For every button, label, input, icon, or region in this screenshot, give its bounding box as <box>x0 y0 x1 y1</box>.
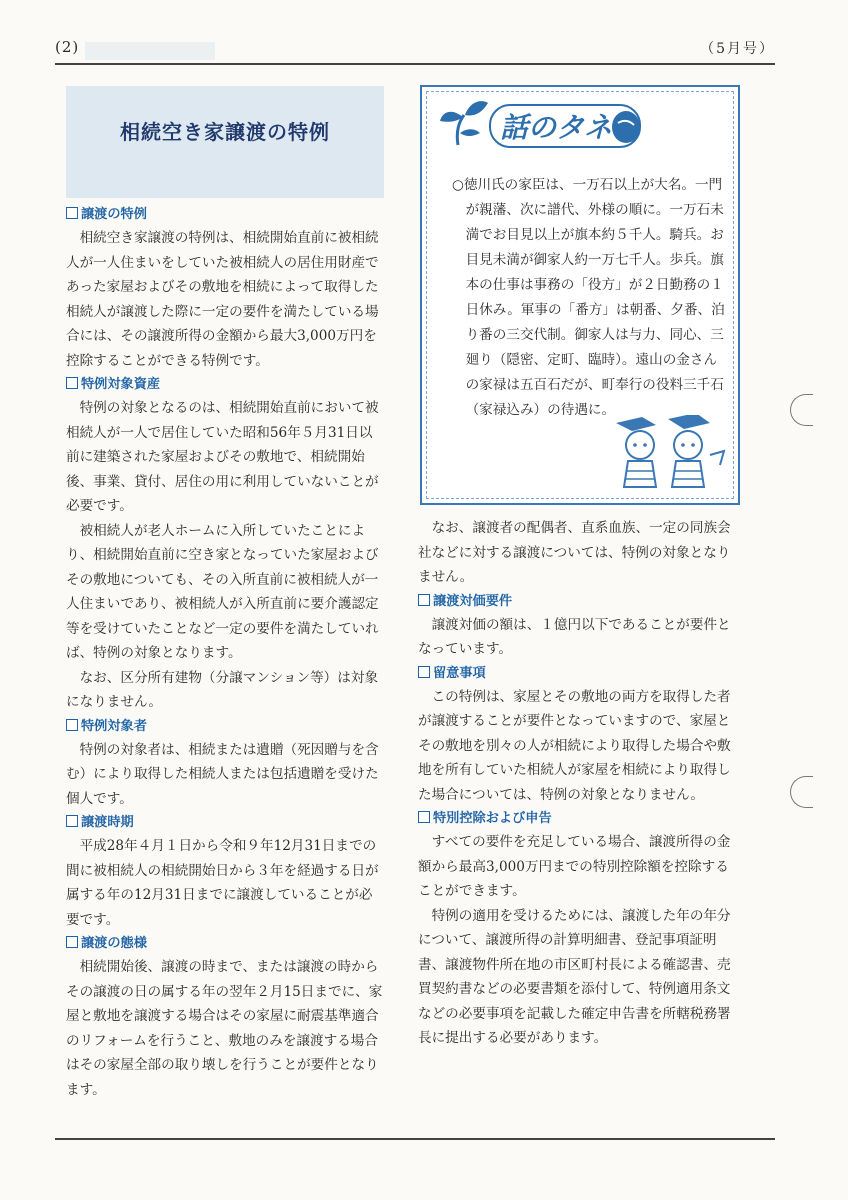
paragraph: すべての要件を充足している場合、譲渡所得の金額から最高3,000万円までの特別控除額を控除することができます。 <box>418 834 731 899</box>
footer-rule <box>55 1138 775 1140</box>
hanashi-no-tane-box <box>420 85 740 505</box>
section-heading-taika-yoken: 譲渡対価要件 <box>418 590 740 613</box>
header-rule <box>55 63 775 65</box>
section-heading-joto-tokurei: 譲渡の特例 <box>66 203 386 226</box>
paragraph: 被相続人が老人ホームに入所していたことにより、相続開始直前に空き家となっていた家屋およびその敷地についても、その入所直前に被相続人が一人住まいであり、被相続人が入所直前に要介護認定等を受けていたことなど一定の要件を満たしていれば、特例の対象となります。 <box>66 522 379 661</box>
paragraph: 平成28年４月１日から令和９年12月31日までの間に被相続人の相続開始日から３年を経過する日が属する年の12月31日までに譲渡していることが必要です。 <box>66 838 379 928</box>
section-heading-taisho-sha: 特例対象者 <box>66 715 386 738</box>
column-body <box>452 173 730 423</box>
hanashi-no-tane-logo <box>436 93 646 155</box>
section-heading-joto-taiyo: 譲渡の態様 <box>66 932 386 955</box>
article-title-box <box>66 86 384 198</box>
paragraph: なお、区分所有建物（分譲マンション等）は対象になりません。 <box>66 669 379 710</box>
issue-label: （5月号） <box>700 41 775 57</box>
page-number: (2) <box>55 38 80 56</box>
paragraph: 相続開始後、譲渡の時まで、または譲渡の時からその譲渡の日の属する年の翌年２月15日までに、家屋と敷地を譲渡する場合はその家屋に耐震基準適合のリフォームを行うこと、敷地のみを譲渡する場合はその家屋全部の取り壊しを行うことが要件となります。 <box>66 959 383 1098</box>
binder-hole-mark <box>790 394 813 426</box>
column-text: ○徳川氏の家臣は、一万石以上が大名。一門が親藩、次に譜代、外様の順に。一万石未満でお目見以上が旗本約５千人。騎兵。お目見未満が御家人約一万七千人。歩兵。旗本の仕事は事務の「役方」が２日勤務の１日休み。軍事の「番方」は朝番、夕番、泊り番の三交代制。御家人は与力、同心、三廻り（隠密、定町、臨時）。遠山の金さんの家禄は五百石だが、町奉行の役料三千石（家禄込み）の待遇に。 <box>452 177 725 418</box>
right-column <box>418 516 740 1051</box>
svg-text:話のタネ: 話のタネ <box>500 111 613 144</box>
checkbox-icon <box>418 811 430 823</box>
article-title: 相続空き家譲渡の特例 <box>120 120 330 144</box>
section-heading-joto-jiki: 譲渡時期 <box>66 811 386 834</box>
paragraph: この特例は、家屋とその敷地の両方を取得した者が譲渡することが要件となっていますので、家屋とその敷地を別々の人が相続により取得した場合や敷地を所有していた相続人が家屋を相続により取得した場合については、特例の対象となりません。 <box>418 688 731 803</box>
binder-hole-mark <box>790 776 813 808</box>
left-column <box>66 203 386 1102</box>
paragraph: 特例の適用を受けるためには、譲渡した年の年分について、譲渡所得の計算明細書、登記事項証明書、譲渡物件所在地の市区町村長による確認書、売買契約書などの必要書類を添付して、特例適用条文などの必要事項を記載した確定申告書を所轄税務署長に提出する必要があります。 <box>418 907 731 1046</box>
paragraph: 相続空き家譲渡の特例は、相続開始直前に被相続人が一人住まいをしていた被相続人の居住用財産であった家屋およびその敷地を相続によって取得した相続人が譲渡した際に一定の要件を満たしている場合には、その譲渡所得の金額から最大3,000万円を控除することができる特例です。 <box>66 230 379 369</box>
paragraph: 譲渡対価の額は、１億円以下であることが要件となっています。 <box>418 616 731 657</box>
children-illustration <box>612 415 728 497</box>
paragraph: なお、譲渡者の配偶者、直系血族、一定の同族会社などに対する譲渡については、特例の対象となりません。 <box>418 520 731 585</box>
section-heading-ryui-jiko: 留意事項 <box>418 662 740 685</box>
checkbox-icon <box>418 666 430 678</box>
checkbox-icon <box>66 377 78 389</box>
section-heading-taisho-shisan: 特例対象資産 <box>66 373 386 396</box>
checkbox-icon <box>66 815 78 827</box>
checkbox-icon <box>66 936 78 948</box>
page-number-highlight <box>85 42 215 60</box>
checkbox-icon <box>66 719 78 731</box>
section-heading-kojo-shinkoku: 特別控除および申告 <box>418 807 740 830</box>
page-header <box>55 36 775 60</box>
paragraph: 特例の対象者は、相続または遺贈（死因贈与を含む）により取得した相続人または包括遺贈を受けた個人です。 <box>66 741 379 807</box>
paragraph: 特例の対象となるのは、相続開始直前において被相続人が一人で居住していた昭和56年５月31日以前に建築された家屋およびその敷地で、相続開始後、事業、貸付、居住の用に利用していないことが必要です。 <box>66 400 379 514</box>
checkbox-icon <box>418 594 430 606</box>
checkbox-icon <box>66 207 78 219</box>
